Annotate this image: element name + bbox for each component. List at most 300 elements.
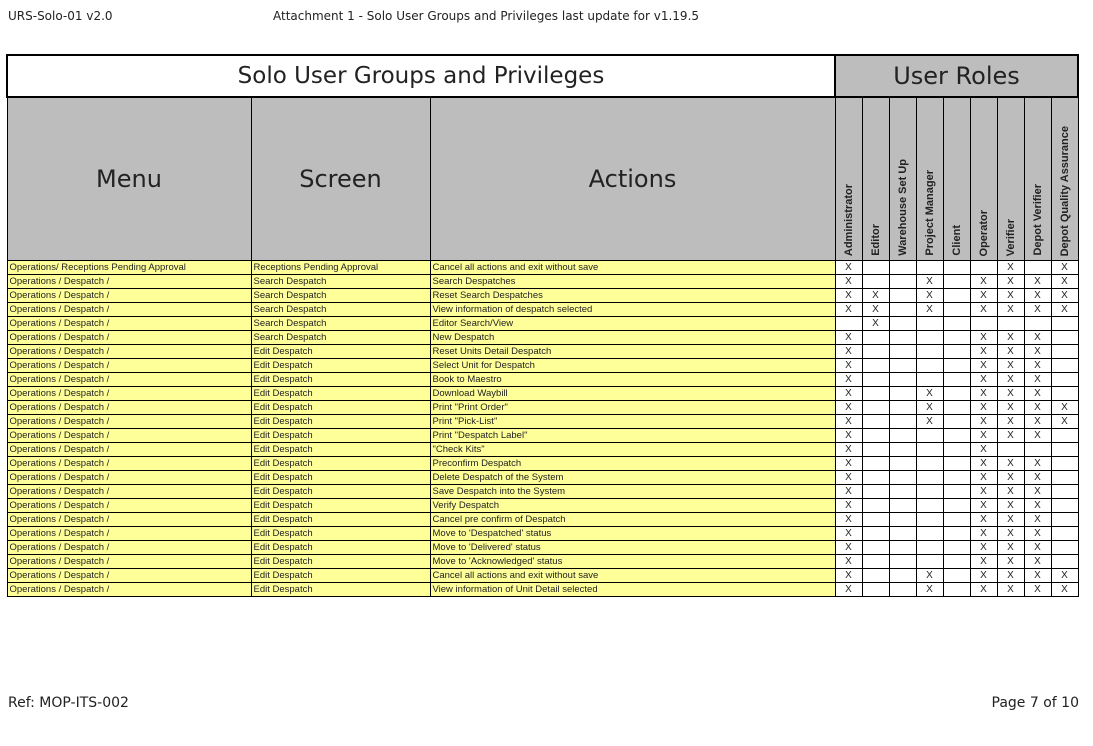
privilege-mark: X [926, 583, 933, 595]
privilege-mark: X [980, 345, 987, 357]
privilege-cell [970, 261, 997, 275]
privilege-cell [970, 555, 997, 569]
privilege-cell [835, 513, 862, 527]
screen-column-header: Screen [251, 97, 430, 261]
screen-cell: Edit Despatch [251, 527, 430, 541]
action-cell: Delete Despatch of the System [430, 471, 835, 485]
privilege-mark: X [1061, 415, 1068, 427]
privilege-cell [1024, 387, 1051, 401]
action-cell: Reset Search Despatches [430, 289, 835, 303]
privilege-cell [997, 555, 1024, 569]
privilege-mark: X [1061, 569, 1068, 581]
table-row [7, 583, 1078, 597]
table-row [7, 499, 1078, 513]
privilege-cell [889, 345, 916, 359]
privilege-mark: X [1034, 513, 1041, 525]
privilege-cell [889, 275, 916, 289]
privilege-cell [943, 443, 970, 457]
menu-cell: Operations / Despatch / [7, 513, 251, 527]
menu-cell: Operations / Despatch / [7, 359, 251, 373]
table-row [7, 527, 1078, 541]
action-cell: Print "Print Order" [430, 401, 835, 415]
screen-cell: Edit Despatch [251, 555, 430, 569]
privilege-mark: X [845, 583, 852, 595]
privilege-cell [1024, 457, 1051, 471]
action-cell: "Check Kits" [430, 443, 835, 457]
privilege-cell [1024, 317, 1051, 331]
menu-cell: Operations / Despatch / [7, 541, 251, 555]
privilege-cell [916, 471, 943, 485]
privilege-cell [943, 541, 970, 555]
privilege-cell [916, 261, 943, 275]
privilege-cell [889, 373, 916, 387]
table-row [7, 359, 1078, 373]
privilege-mark: X [845, 303, 852, 315]
privilege-cell [997, 499, 1024, 513]
privilege-mark: X [1007, 541, 1014, 553]
screen-cell: Edit Despatch [251, 569, 430, 583]
action-cell: Move to 'Acknowledged' status [430, 555, 835, 569]
role-label: Verifier [1004, 218, 1017, 256]
privilege-cell [1051, 471, 1078, 485]
privilege-cell [1051, 331, 1078, 345]
privilege-mark: X [845, 373, 852, 385]
privilege-cell [889, 415, 916, 429]
document-id: URS-Solo-01 v2.0 [8, 9, 113, 23]
privilege-mark: X [1007, 555, 1014, 567]
table-row [7, 513, 1078, 527]
privilege-cell [916, 289, 943, 303]
privilege-mark: X [845, 275, 852, 287]
privilege-cell [1051, 317, 1078, 331]
action-cell: Download Waybill [430, 387, 835, 401]
privilege-cell [916, 303, 943, 317]
privilege-cell [835, 429, 862, 443]
menu-cell: Operations/ Receptions Pending Approval [7, 261, 251, 275]
privilege-cell [1024, 583, 1051, 597]
screen-cell: Edit Despatch [251, 485, 430, 499]
privilege-cell [943, 387, 970, 401]
privilege-cell [943, 527, 970, 541]
privilege-cell [1024, 429, 1051, 443]
privilege-cell [1024, 401, 1051, 415]
privilege-cell [997, 583, 1024, 597]
privilege-cell [970, 373, 997, 387]
privilege-cell [997, 415, 1024, 429]
privilege-cell [997, 275, 1024, 289]
privilege-cell [1024, 303, 1051, 317]
privilege-mark: X [1007, 331, 1014, 343]
privilege-cell [1051, 289, 1078, 303]
privilege-cell [835, 373, 862, 387]
screen-cell: Search Despatch [251, 303, 430, 317]
privilege-cell [943, 345, 970, 359]
privilege-cell [1024, 499, 1051, 513]
privilege-mark: X [1007, 569, 1014, 581]
privilege-cell [916, 429, 943, 443]
privilege-mark: X [845, 457, 852, 469]
privilege-cell [862, 541, 889, 555]
privilege-mark: X [845, 331, 852, 343]
privilege-cell [1051, 401, 1078, 415]
privilege-mark: X [980, 429, 987, 441]
privilege-cell [835, 457, 862, 471]
privilege-cell [862, 415, 889, 429]
role-header [943, 97, 970, 261]
table-row [7, 569, 1078, 583]
action-cell: Move to 'Despatched' status [430, 527, 835, 541]
privilege-cell [997, 513, 1024, 527]
privilege-cell [889, 429, 916, 443]
screen-cell: Edit Despatch [251, 457, 430, 471]
privilege-cell [862, 555, 889, 569]
privilege-cell [1051, 303, 1078, 317]
privilege-mark: X [1007, 513, 1014, 525]
privilege-mark: X [1034, 345, 1041, 357]
privilege-cell [943, 289, 970, 303]
privilege-cell [970, 485, 997, 499]
menu-cell: Operations / Despatch / [7, 275, 251, 289]
menu-cell: Operations / Despatch / [7, 303, 251, 317]
privilege-cell [916, 485, 943, 499]
role-header [862, 97, 889, 261]
privilege-mark: X [845, 387, 852, 399]
privilege-cell [970, 345, 997, 359]
action-cell: Save Despatch into the System [430, 485, 835, 499]
privilege-cell [916, 513, 943, 527]
screen-cell: Search Despatch [251, 275, 430, 289]
privilege-cell [916, 415, 943, 429]
privilege-mark: X [926, 289, 933, 301]
privilege-mark: X [980, 387, 987, 399]
privilege-cell [1024, 527, 1051, 541]
privilege-cell [970, 541, 997, 555]
reference-code: Ref: MOP-ITS-002 [8, 695, 129, 711]
privilege-mark: X [1061, 401, 1068, 413]
privilege-cell [889, 457, 916, 471]
privilege-cell [970, 289, 997, 303]
privilege-mark: X [1034, 401, 1041, 413]
menu-cell: Operations / Despatch / [7, 387, 251, 401]
privilege-cell [997, 401, 1024, 415]
privilege-cell [1024, 359, 1051, 373]
privilege-cell [862, 499, 889, 513]
privilege-cell [970, 401, 997, 415]
privilege-cell [970, 569, 997, 583]
table-row [7, 555, 1078, 569]
privilege-mark: X [1034, 387, 1041, 399]
privilege-mark: X [845, 485, 852, 497]
screen-cell: Edit Despatch [251, 345, 430, 359]
menu-cell: Operations / Despatch / [7, 499, 251, 513]
privilege-cell [1051, 387, 1078, 401]
privilege-cell [1024, 569, 1051, 583]
privilege-mark: X [1007, 457, 1014, 469]
privilege-mark: X [1007, 429, 1014, 441]
privilege-cell [1051, 415, 1078, 429]
privilege-mark: X [1061, 583, 1068, 595]
privilege-cell [1051, 499, 1078, 513]
role-header [835, 97, 862, 261]
privilege-cell [1024, 485, 1051, 499]
attachment-title: Attachment 1 - Solo User Groups and Privileges last update for v1.19.5 [273, 9, 700, 23]
privilege-cell [1051, 373, 1078, 387]
table-row [7, 345, 1078, 359]
privilege-mark: X [1034, 275, 1041, 287]
privilege-cell [862, 513, 889, 527]
privilege-cell [943, 415, 970, 429]
menu-cell: Operations / Despatch / [7, 569, 251, 583]
privilege-cell [862, 583, 889, 597]
privilege-cell [862, 359, 889, 373]
privilege-mark: X [926, 401, 933, 413]
privilege-cell [943, 485, 970, 499]
table-row [7, 317, 1078, 331]
privilege-mark: X [845, 499, 852, 511]
menu-cell: Operations / Despatch / [7, 373, 251, 387]
privilege-mark: X [1034, 499, 1041, 511]
role-header [1024, 97, 1051, 261]
privilege-cell [835, 527, 862, 541]
privilege-cell [916, 387, 943, 401]
privilege-mark: X [1007, 415, 1014, 427]
privilege-cell [889, 499, 916, 513]
action-cell: Select Unit for Despatch [430, 359, 835, 373]
privilege-mark: X [845, 443, 852, 455]
privilege-mark: X [926, 415, 933, 427]
privilege-cell [1024, 373, 1051, 387]
privilege-cell [835, 499, 862, 513]
table-row [7, 485, 1078, 499]
privilege-mark: X [1061, 261, 1068, 273]
privilege-mark: X [1007, 485, 1014, 497]
privilege-cell [889, 303, 916, 317]
action-cell: New Despatch [430, 331, 835, 345]
privilege-cell [916, 583, 943, 597]
privilege-cell [970, 443, 997, 457]
privilege-mark: X [1007, 373, 1014, 385]
privilege-mark: X [1007, 471, 1014, 483]
privilege-cell [970, 317, 997, 331]
privilege-cell [889, 513, 916, 527]
privilege-mark: X [845, 471, 852, 483]
privilege-mark: X [845, 289, 852, 301]
action-cell: Cancel all actions and exit without save [430, 261, 835, 275]
privilege-cell [943, 275, 970, 289]
privilege-cell [970, 303, 997, 317]
privilege-mark: X [1007, 289, 1014, 301]
table-row [7, 541, 1078, 555]
table-title: Solo User Groups and Privileges [7, 55, 835, 97]
privilege-cell [943, 569, 970, 583]
privilege-cell [862, 289, 889, 303]
privilege-cell [835, 401, 862, 415]
privilege-cell [1051, 457, 1078, 471]
privilege-cell [1024, 415, 1051, 429]
privilege-cell [916, 401, 943, 415]
privilege-cell [889, 317, 916, 331]
privilege-cell [835, 317, 862, 331]
privilege-cell [997, 387, 1024, 401]
privilege-cell [997, 373, 1024, 387]
privilege-cell [970, 331, 997, 345]
privilege-cell [835, 443, 862, 457]
privilege-mark: X [1034, 429, 1041, 441]
privilege-cell [997, 303, 1024, 317]
privilege-mark: X [1034, 555, 1041, 567]
role-label: Client [950, 225, 963, 256]
role-label: Depot Quality Assurance [1058, 125, 1071, 256]
privilege-cell [997, 457, 1024, 471]
privilege-mark: X [845, 345, 852, 357]
privilege-mark: X [980, 289, 987, 301]
action-cell: Search Despatches [430, 275, 835, 289]
privilege-mark: X [1061, 289, 1068, 301]
privilege-cell [835, 555, 862, 569]
privilege-cell [916, 527, 943, 541]
privilege-mark: X [1061, 275, 1068, 287]
table-row [7, 373, 1078, 387]
user-roles-title: User Roles [835, 55, 1078, 97]
privilege-mark: X [1034, 373, 1041, 385]
privilege-cell [943, 499, 970, 513]
privilege-cell [889, 583, 916, 597]
privilege-mark: X [1007, 261, 1014, 273]
privilege-cell [997, 569, 1024, 583]
privilege-cell [862, 387, 889, 401]
privilege-cell [835, 541, 862, 555]
table-row [7, 429, 1078, 443]
privilege-cell [916, 317, 943, 331]
privilege-cell [943, 457, 970, 471]
privilege-mark: X [1034, 471, 1041, 483]
role-header [1051, 97, 1078, 261]
privilege-cell [835, 569, 862, 583]
screen-cell: Receptions Pending Approval [251, 261, 430, 275]
role-label: Warehouse Set Up [896, 159, 909, 256]
screen-cell: Search Despatch [251, 289, 430, 303]
role-header [997, 97, 1024, 261]
privilege-cell [889, 555, 916, 569]
privilege-cell [862, 569, 889, 583]
table-row [7, 331, 1078, 345]
privilege-cell [916, 373, 943, 387]
screen-cell: Edit Despatch [251, 401, 430, 415]
privilege-mark: X [1034, 289, 1041, 301]
table-row [7, 387, 1078, 401]
privilege-cell [970, 429, 997, 443]
privilege-cell [862, 471, 889, 485]
screen-cell: Edit Despatch [251, 415, 430, 429]
privilege-cell [970, 583, 997, 597]
privilege-cell [943, 331, 970, 345]
privilege-mark: X [980, 583, 987, 595]
privilege-mark: X [980, 331, 987, 343]
screen-cell: Edit Despatch [251, 373, 430, 387]
privilege-cell [916, 331, 943, 345]
privileges-table [6, 54, 1079, 597]
privilege-cell [1024, 513, 1051, 527]
privilege-cell [835, 583, 862, 597]
screen-cell: Edit Despatch [251, 513, 430, 527]
privilege-cell [862, 457, 889, 471]
privilege-cell [862, 261, 889, 275]
privilege-mark: X [845, 555, 852, 567]
privilege-mark: X [872, 289, 879, 301]
privilege-mark: X [1034, 331, 1041, 343]
privilege-cell [970, 513, 997, 527]
privilege-mark: X [845, 541, 852, 553]
privilege-mark: X [1034, 569, 1041, 581]
page-number: Page 7 of 10 [991, 695, 1079, 711]
privilege-cell [916, 569, 943, 583]
action-cell: Move to 'Delivered' status [430, 541, 835, 555]
privilege-cell [889, 541, 916, 555]
table-row [7, 415, 1078, 429]
menu-cell: Operations / Despatch / [7, 331, 251, 345]
privilege-mark: X [980, 569, 987, 581]
privilege-mark: X [980, 457, 987, 469]
privilege-mark: X [845, 527, 852, 539]
screen-cell: Search Despatch [251, 317, 430, 331]
role-header [970, 97, 997, 261]
privilege-cell [943, 513, 970, 527]
privilege-mark: X [845, 359, 852, 371]
privilege-cell [970, 387, 997, 401]
role-label: Project Manager [923, 170, 936, 256]
privilege-cell [916, 541, 943, 555]
privilege-cell [943, 555, 970, 569]
role-label: Editor [869, 224, 882, 256]
privilege-cell [997, 527, 1024, 541]
privilege-cell [943, 261, 970, 275]
privilege-cell [1051, 569, 1078, 583]
screen-cell: Edit Despatch [251, 443, 430, 457]
privilege-mark: X [1007, 345, 1014, 357]
privilege-cell [916, 457, 943, 471]
action-cell: Reset Units Detail Despatch [430, 345, 835, 359]
privilege-mark: X [980, 303, 987, 315]
privilege-cell [1051, 527, 1078, 541]
screen-cell: Search Despatch [251, 331, 430, 345]
privilege-cell [862, 527, 889, 541]
privilege-cell [835, 471, 862, 485]
privilege-cell [862, 331, 889, 345]
privilege-cell [889, 387, 916, 401]
privilege-cell [1051, 345, 1078, 359]
privilege-cell [889, 527, 916, 541]
menu-cell: Operations / Despatch / [7, 485, 251, 499]
action-cell: Print "Despatch Label" [430, 429, 835, 443]
screen-cell: Edit Despatch [251, 359, 430, 373]
privilege-cell [916, 275, 943, 289]
privilege-cell [916, 555, 943, 569]
action-cell: Editor Search/View [430, 317, 835, 331]
table-row [7, 471, 1078, 485]
menu-cell: Operations / Despatch / [7, 471, 251, 485]
privilege-mark: X [1034, 457, 1041, 469]
privilege-mark: X [980, 471, 987, 483]
menu-cell: Operations / Despatch / [7, 345, 251, 359]
privilege-cell [970, 457, 997, 471]
table-row [7, 401, 1078, 415]
privilege-mark: X [845, 261, 852, 273]
privilege-cell [1051, 541, 1078, 555]
privilege-cell [835, 387, 862, 401]
privilege-mark: X [1007, 359, 1014, 371]
privilege-mark: X [980, 359, 987, 371]
privilege-cell [970, 359, 997, 373]
